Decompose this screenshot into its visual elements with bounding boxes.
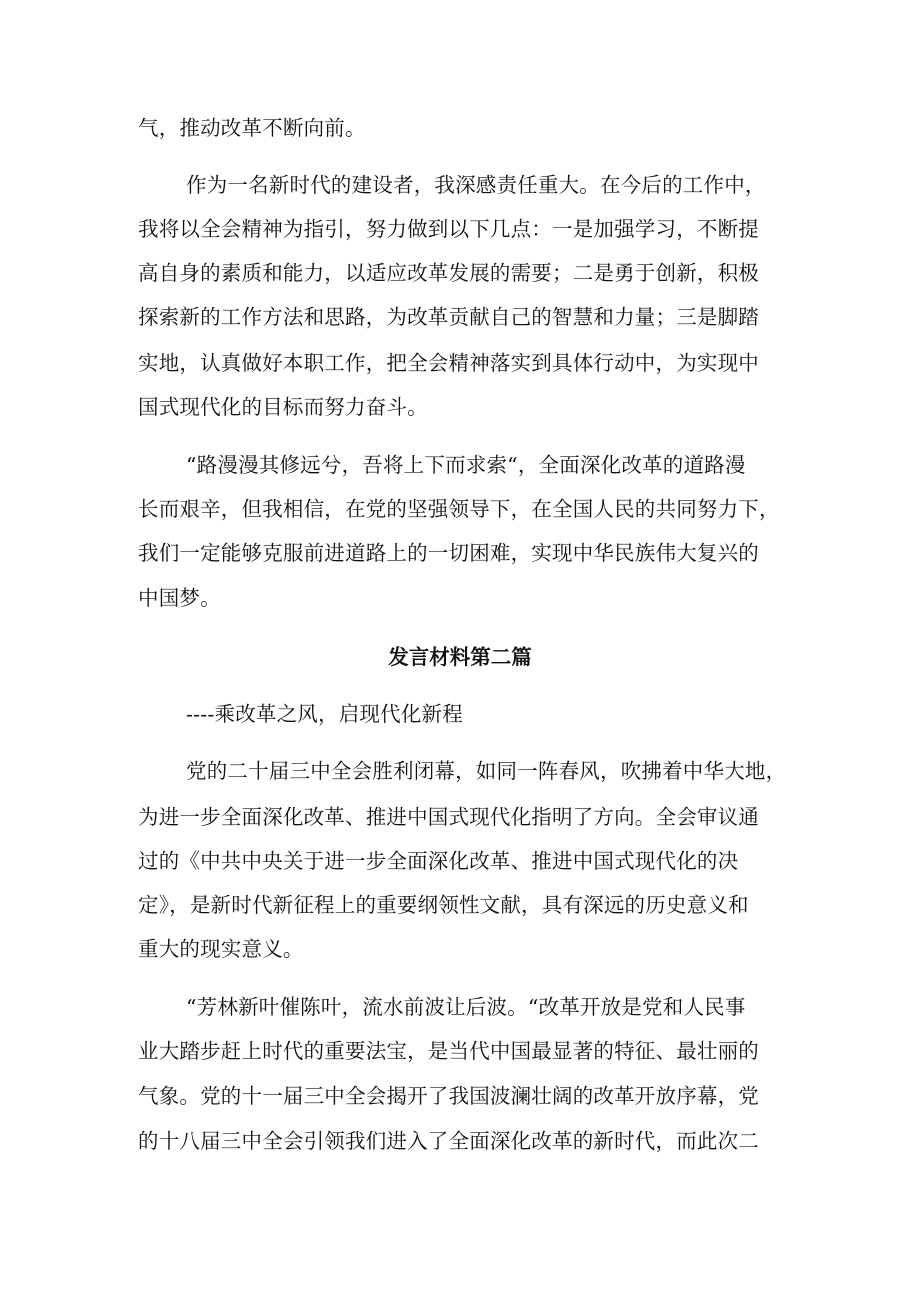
paragraph-line: 过的《中共中央关于进一步全面深化改革、推进中国式现代化的决 [138, 849, 739, 873]
paragraph-line: 实地，认真做好本职工作，把全会精神落实到具体行动中，为实现中 [138, 351, 759, 375]
paragraph-line: 高自身的素质和能力，以适应改革发展的需要；二是勇于创新，积极 [138, 261, 759, 285]
paragraph-line: 的十八届三中全会引领我们进入了全面深化改革的新时代，而此次二 [138, 1129, 759, 1153]
section-subtitle: ----乘改革之风，启现代化新程 [186, 702, 463, 726]
paragraph-line: 重大的现实意义。 [138, 937, 304, 961]
paragraph-line: 气象。党的十一届三中全会揭开了我国波澜壮阔的改革开放序幕，党 [138, 1084, 759, 1108]
paragraph-line: “芳林新叶催陈叶，流水前波让后波。“改革开放是党和人民事 [186, 995, 746, 1019]
paragraph-line: 作为一名新时代的建设者，我深感责任重大。在今后的工作中， [186, 173, 766, 197]
paragraph-line: 探索新的工作方法和思路，为改革贡献自己的智慧和力量；三是脚踏 [138, 305, 759, 329]
paragraph-line: 为进一步全面深化改革、推进中国式现代化指明了方向。全会审议通 [138, 805, 759, 829]
paragraph-line: 气，推动改革不断向前。 [138, 116, 366, 140]
paragraph-line: 长而艰辛，但我相信，在党的坚强领导下，在全国人民的共同努力下， [138, 497, 780, 521]
paragraph-line: “路漫漫其修远兮，吾将上下而求索“，全面深化改革的道路漫 [186, 453, 746, 477]
paragraph-line: 国式现代化的目标而努力奋斗。 [138, 395, 428, 419]
paragraph-line: 我将以全会精神为指引，努力做到以下几点：一是加强学习，不断提 [138, 217, 759, 241]
paragraph-line: 中国梦。 [138, 586, 221, 610]
paragraph-line: 我们一定能够克服前进道路上的一切困难，实现中华民族伟大复兴的 [138, 541, 759, 565]
section-heading: 发言材料第二篇 [388, 645, 532, 669]
paragraph-line: 定》，是新时代新征程上的重要纲领性文献，具有深远的历史意义和 [138, 893, 749, 917]
paragraph-line: 业大踏步赶上时代的重要法宝，是当代中国最显著的特征、最壮丽的 [138, 1039, 759, 1063]
paragraph-line: 党的二十届三中全会胜利闭幕，如同一阵春风，吹拂着中华大地， [186, 759, 787, 783]
